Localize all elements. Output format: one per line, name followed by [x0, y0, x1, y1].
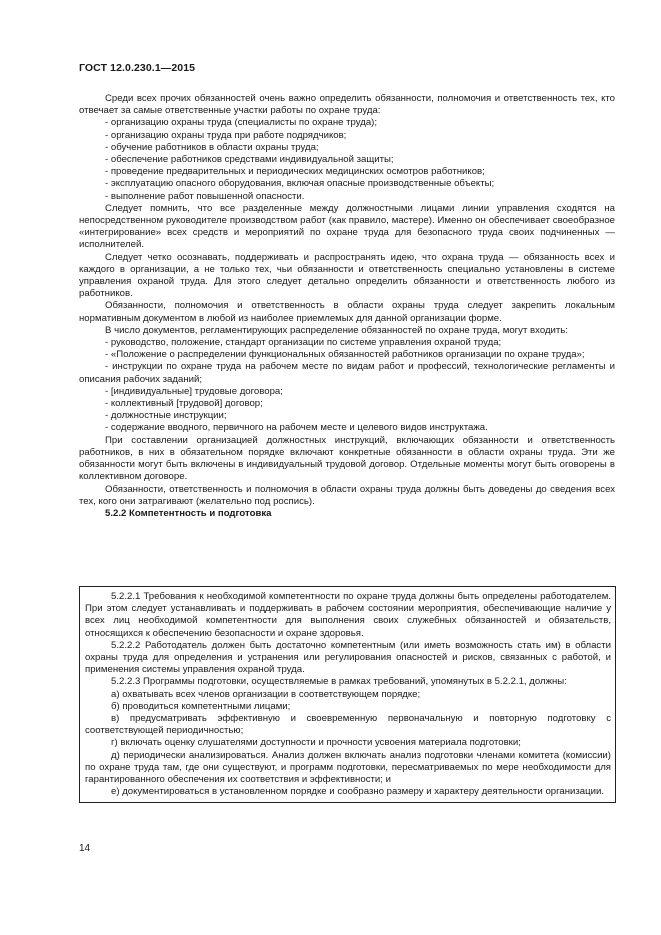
list-item: - проведение предварительных и периодических медицинских осмотров работников;	[105, 166, 485, 178]
list-item: г) включать оценку слушателями доступности и прочности усвоения материала подготовки;	[111, 737, 521, 749]
list-item: - инструкции по охране труда на рабочем месте по видам работ и профессий, технологические регламенты и описания рабочих заданий;	[79, 361, 615, 385]
paragraph: В число документов, регламентирующих распределение обязанностей по охране труда, могут входить:	[105, 324, 568, 336]
paragraph: 5.2.2.2 Работодатель должен быть достаточно компетентным (или иметь возможность стать им) в области охраны труда для определения и устранения или регулирования опасностей и рисков, связанных с работой, и применения системы управления охраной труда.	[85, 639, 611, 676]
list-item: д) периодически анализироваться. Анализ должен включать анализ подготовки членами комитета (комиссии) по охране труда там, где они существуют, и программ подготовки, пересматриваемых по мере необходимости для гарантированного обеспечения их соответствия и эффективности; и	[85, 749, 611, 786]
list-item: - организацию охраны труда (специалисты по охране труда);	[105, 117, 378, 129]
paragraph: Следует четко осознавать, поддерживать и распространять идею, что охрана труда — обязанность всех и каждого в организации, а не только тех, чьи обязанности и ответственность специально установлены в системе управления охраной труда. Для этого следует детально определить обязанности и ответственность любого из работников.	[79, 251, 615, 300]
list-item: - эксплуатацию опасного оборудования, включая опасные производственные объекты;	[105, 178, 495, 190]
paragraph: Следует помнить, что все разделенные между должностными лицами линии управления сходятся на непосредственном руководителе производством работ (как правило, мастере). Именно он обеспечивает своеобразное «интегрирование» всех средств и мероприятий по охране труда для безопасного труда своих подчиненных — исполнителей.	[79, 202, 615, 251]
list-item: - обучение работников в области охраны труда;	[105, 141, 319, 153]
list-item: а) охватывать всех членов организации в соответствующем порядке;	[111, 688, 421, 700]
list-item: - руководство, положение, стандарт организации по системе управления охраной труда;	[105, 337, 502, 349]
paragraph: Обязанности, ответственность и полномочия в области охраны труда должны быть доведены до сведения всех тех, кого они затрагивают (желательно под роспись).	[79, 483, 615, 507]
page-number: 14	[79, 843, 91, 854]
list-item: б) проводиться компетентными лицами;	[111, 700, 291, 712]
boxed-section	[79, 586, 616, 803]
paragraph: Обязанности, полномочия и ответственность в области охраны труда следует закрепить локальным нормативным документом в любой из наиболее приемлемых для данной организации форме.	[79, 300, 615, 324]
list-item: - должностные инструкции;	[105, 410, 227, 422]
paragraph: Среди всех прочих обязанностей очень важно определить обязанности, полномочия и ответственность тех, кто отвечает за самые ответственные участки работы по охране труда:	[79, 93, 615, 117]
list-item: - выполнение работ повышенной опасности.	[105, 190, 305, 202]
list-item: - коллективный [трудовой] договор;	[105, 398, 263, 410]
list-item: - содержание вводного, первичного на рабочем месте и целевого видов инструктажа.	[105, 422, 488, 434]
paragraph: 5.2.2.3 Программы подготовки, осуществляемые в рамках требований, упомянутых в 5.2.2.1, должны:	[111, 676, 567, 688]
section-heading: 5.2.2 Компетентность и подготовка	[105, 507, 272, 519]
list-item: - организацию охраны труда при работе подрядчиков;	[105, 129, 347, 141]
list-item: - «Положение о распределении функциональных обязанностей работников организации по охране труда»;	[105, 349, 585, 361]
paragraph: 5.2.2.1 Требования к необходимой компетентности по охране труда должны быть определены работодателем. При этом следует устанавливать и поддерживать в рабочем состоянии мероприятия, обеспечивающие наличие у всех лиц необходимой компетентности для выполнения своих служебных обязанностей и обязательств, относящихся к обеспечению безопасности и охране здоровья.	[85, 591, 611, 639]
list-item: - обеспечение работников средствами индивидуальной защиты;	[105, 154, 394, 166]
document-header: ГОСТ 12.0.230.1—2015	[79, 62, 196, 74]
list-item: в) предусматривать эффективную и своевременную первоначальную и повторную подготовку с соответствующей периодичностью;	[85, 713, 611, 737]
list-item: - [индивидуальные] трудовые договора;	[105, 385, 283, 397]
main-text	[79, 93, 615, 520]
list-item: е) документироваться в установленном порядке и сообразно размеру и характеру деятельности организации.	[111, 786, 605, 798]
paragraph: При составлении организацией должностных инструкций, включающих обязанности и ответственность работников, в них в обязательном порядке включают конкретные обязанности в области охраны труда. Эти же обязанности могут быть включены в индивидуальный трудовой договор. Отдельные моменты могут быть оговорены в коллективном договоре.	[79, 434, 615, 483]
